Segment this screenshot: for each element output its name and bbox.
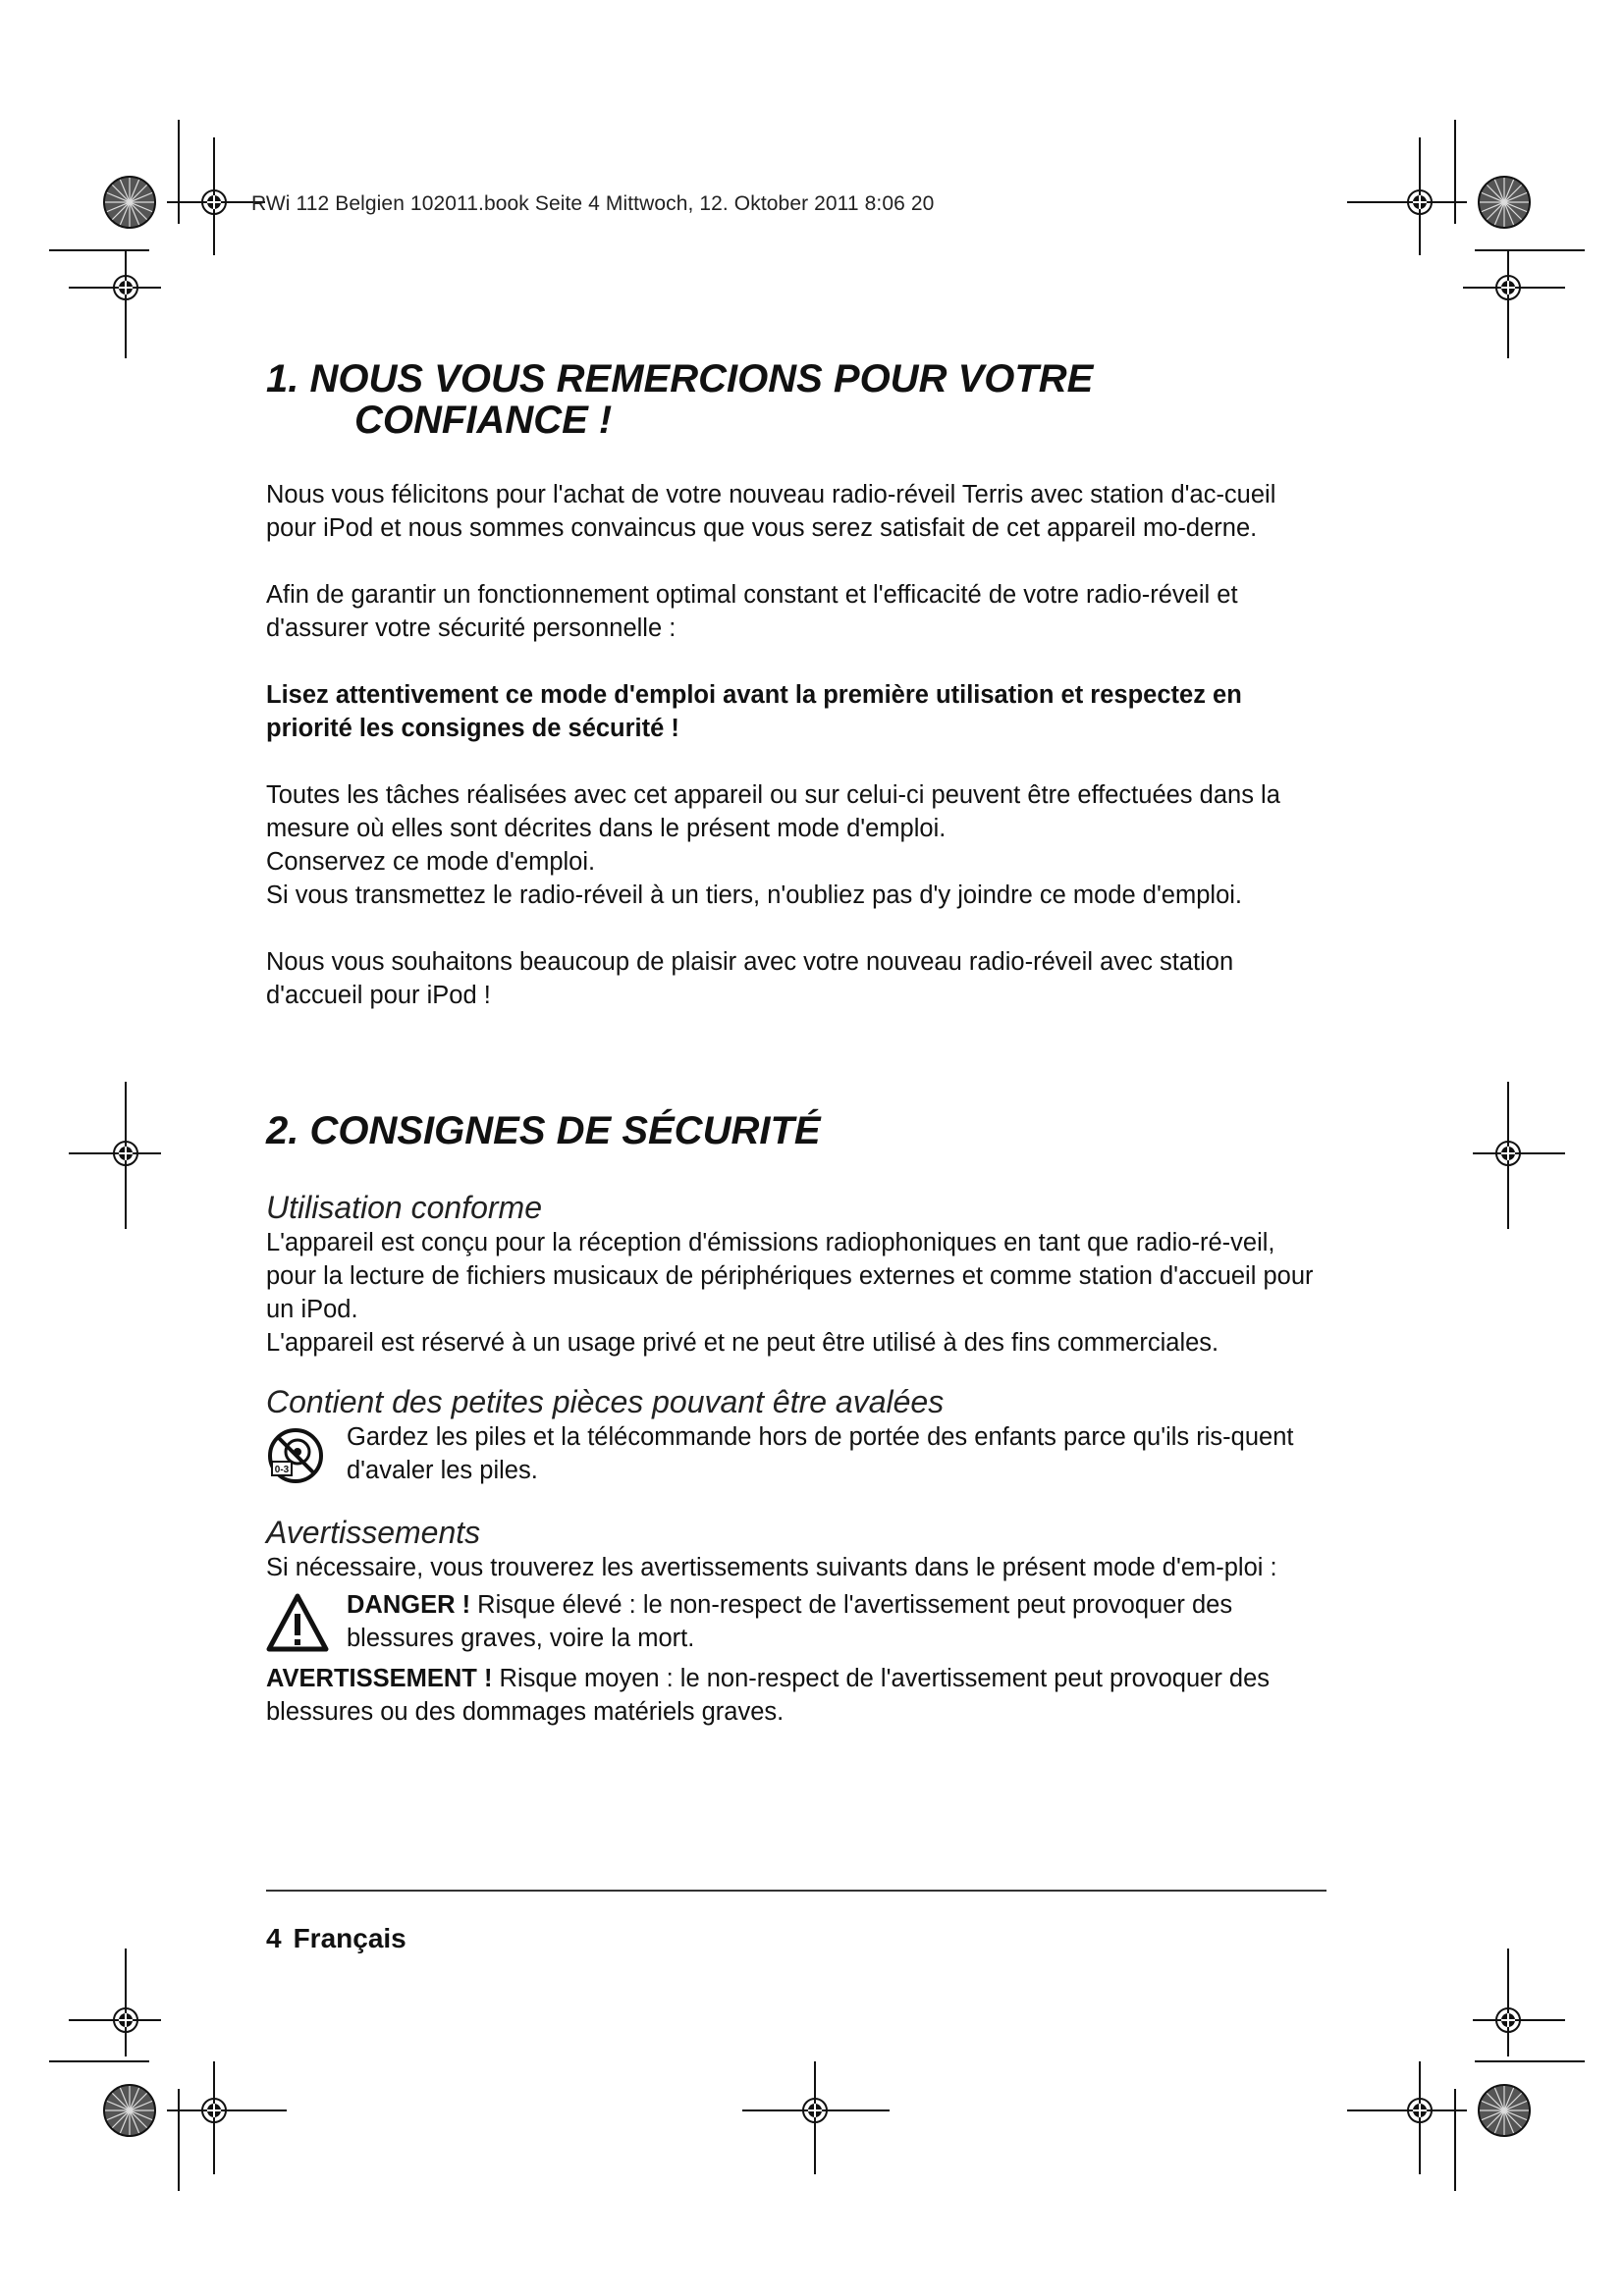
no-small-parts-icon	[266, 1422, 329, 1490]
read-manual-notice: Lisez attentivement ce mode d'emploi avant la première utilisation et respectez en priorité les consignes de sécurité !	[266, 681, 1242, 742]
warning-label: AVERTISSEMENT !	[266, 1665, 493, 1692]
footer-language: Français	[293, 1923, 406, 1953]
danger-notice	[266, 1588, 1326, 1658]
usage-text: L'appareil est conçu pour la réception d'émissions radiophoniques en tant que radio-ré-veil, pour la lecture de fichiers musicaux de périphériques externes et comme station d'accueil pour un iPod.	[266, 1229, 1314, 1323]
section-1-title-line-2: CONFIANCE !	[354, 399, 613, 442]
keep-manual-paragraph: Conservez ce mode d'emploi.	[266, 848, 596, 876]
small-parts-notice	[266, 1420, 1326, 1490]
usage-heading: Utilisation conforme	[266, 1190, 542, 1225]
danger-label: DANGER !	[347, 1591, 471, 1619]
warnings-heading: Avertissements	[266, 1515, 481, 1550]
section-1-number: 1.	[266, 357, 299, 400]
section-2-number: 2.	[266, 1109, 299, 1152]
danger-description: Risque élevé : le non-respect de l'avertissement peut provoquer des blessures graves, voire la mort.	[347, 1591, 1233, 1652]
transfer-paragraph: Si vous transmettez le radio-réveil à un tiers, n'oubliez pas d'y joindre ce mode d'emploi.	[266, 881, 1243, 909]
tasks-paragraph: Toutes les tâches réalisées avec cet appareil ou sur celui-ci peuvent être effectuées dans la mesure où elles sont décrites dans le présent mode d'emploi.	[266, 781, 1280, 842]
small-parts-text: Gardez les piles et la télécommande hors de portée des enfants parce qu'ils ris-quent d'avaler les piles.	[347, 1423, 1294, 1484]
private-use-text: L'appareil est réservé à un usage privé et ne peut être utilisé à des fins commerciales.	[266, 1329, 1219, 1357]
wishes-paragraph: Nous vous souhaitons beaucoup de plaisir avec votre nouveau radio-réveil avec station d'accueil pour iPod !	[266, 948, 1234, 1009]
section-2-title-text: CONSIGNES DE SÉCURITÉ	[309, 1109, 821, 1152]
warning-triangle-icon	[266, 1590, 329, 1658]
page-footer	[266, 1923, 406, 1954]
warning-text	[266, 1662, 1326, 1729]
section-1-title-line-1: NOUS VOUS REMERCIONS POUR VOTRE	[309, 357, 1094, 400]
small-parts-heading: Contient des petites pièces pouvant être avalées	[266, 1384, 945, 1419]
danger-text	[347, 1588, 1326, 1655]
page-content	[266, 358, 1326, 1729]
section-1-title	[266, 358, 1326, 441]
warnings-intro: Si nécessaire, vous trouverez les avertissements suivants dans le présent mode d'em-ploi :	[266, 1554, 1277, 1581]
guarantee-paragraph: Afin de garantir un fonctionnement optimal constant et l'efficacité de votre radio-réveil et d'assurer votre sécurité personnelle :	[266, 581, 1238, 642]
book-info-header: RWi 112 Belgien 102011.book Seite 4 Mittwoch, 12. Oktober 2011 8:06 20	[251, 192, 935, 215]
page-number: 4	[266, 1923, 282, 1953]
footer-rule	[266, 1890, 1326, 1892]
svg-text:0-3: 0-3	[274, 1465, 290, 1475]
intro-paragraph: Nous vous félicitons pour l'achat de votre nouveau radio-réveil Terris avec station d'ac-cueil pour iPod et nous sommes convaincus que vous serez satisfait de cet appareil mo-derne.	[266, 481, 1276, 542]
warning-description: Risque moyen : le non-respect de l'avertissement peut provoquer des blessures ou des dommages matériels graves.	[266, 1665, 1271, 1726]
section-2-title	[266, 1110, 1326, 1151]
